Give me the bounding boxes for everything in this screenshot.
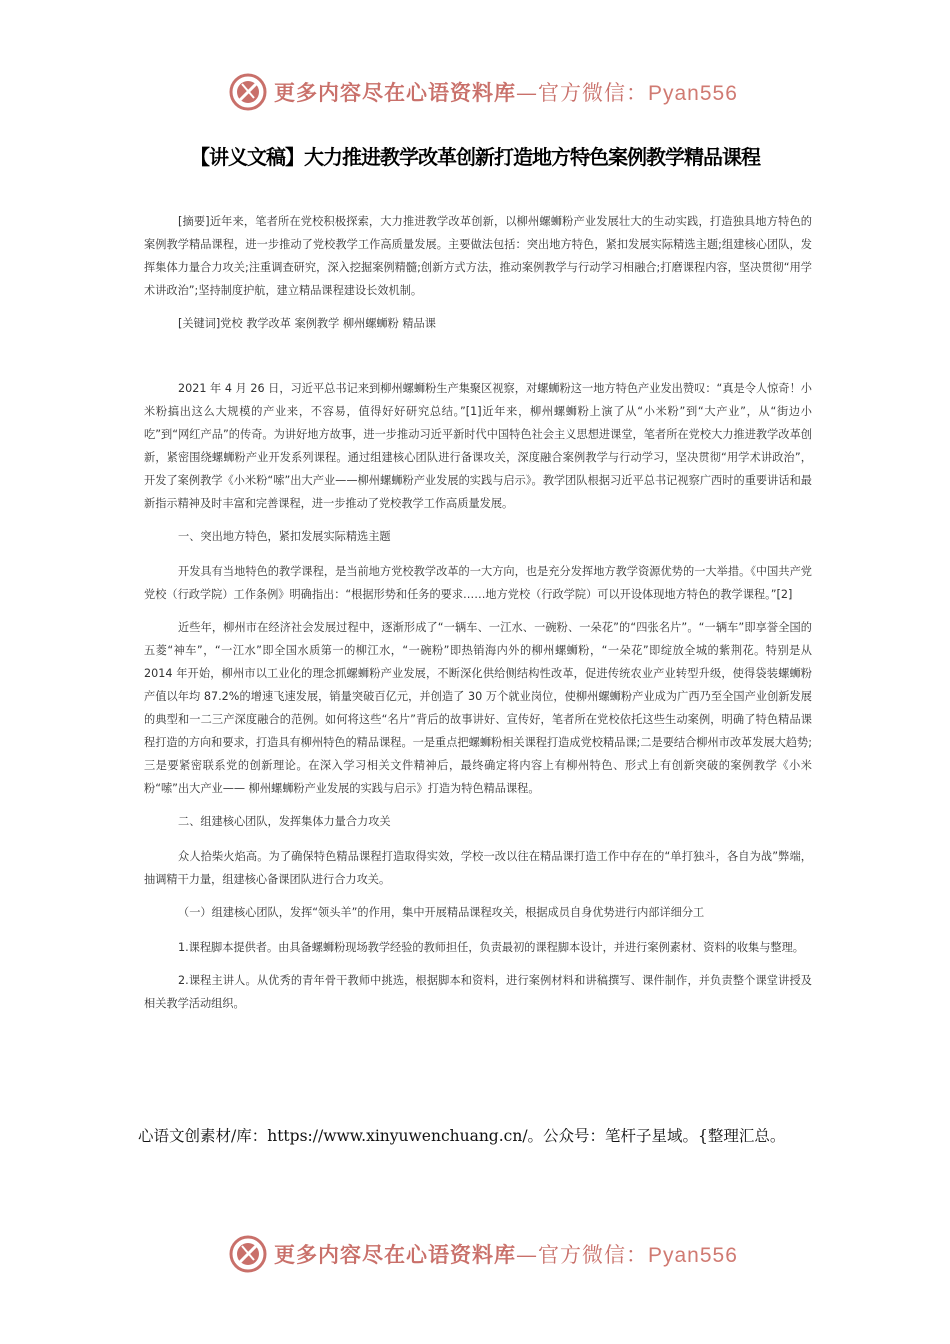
banner-id: Pyan556	[648, 82, 738, 105]
logo-icon	[228, 72, 268, 112]
body-paragraph: 近些年，柳州市在经济社会发展过程中，逐渐形成了“一辆车、一江水、一碗粉、一朵花”的“四张名片”。“一辆车”即享誉全国的五菱“神车”，“一江水”即全国水质第一的柳江水，“一碗粉”即热销海内外的柳州螺蛳粉，“一朵花”即绽放全城的紫荆花。特别是从 2014 年开始，柳州市以工业化的理念抓螺蛳粉产业发展，不断深化供给侧结构性改革，促进传统农业产业转型升级，使得袋装螺蛳粉产值以年均 87.2%的增速飞速发展，销量突破百亿元，并创造了 30 万个就业岗位，使柳州螺蛳粉产业成为广西乃至全国产业创新发展的典型和一二三产深度融合的范例。如何将这些“名片”背后的故事讲好、宣传好，笔者所在党校依托这些生动案例，明确了特色精品课程打造的方向和要求，打造具有柳州特色的精品课程。一是重点把螺蛳粉相关课程打造成党校精品课;二是要结合柳州市改革发展大趋势;三是要紧密联系党的创新理论。在深入学习相关文件精神后，最终确定将内容上有柳州特色、形式上有创新突破的案例教学《小米粉“嗦”出大产业—— 柳州螺蛳粉产业发展的实践与启示》打造为特色精品课程。	[144, 621, 812, 795]
header-banner	[228, 70, 748, 114]
section-heading: 二、组建核心团队，发挥集体力量合力攻关	[178, 815, 391, 828]
section-heading: 一、突出地方特色，紧扣发展实际精选主题	[178, 530, 391, 543]
banner-wechat: 官方微信：	[538, 1243, 648, 1267]
list-item: 1.课程脚本提供者。由具备螺蛳粉现场教学经验的教师担任，负责最初的课程脚本设计，并进行案例素材、资料的收集与整理。	[178, 941, 804, 954]
body-paragraph: 开发具有当地特色的教学课程，是当前地方党校教学改革的一大方向，也是充分发挥地方教学资源优势的一大举措。《中国共产党党校（行政学院）工作条例》明确指出：“根据形势和任务的要求……地方党校（行政学院）可以开设体现地方特色的教学课程。”[2]	[144, 565, 812, 601]
banner-wechat: 官方微信：	[538, 81, 648, 105]
document-title: 【讲义文稿】大力推进教学改革创新打造地方特色案例教学精品课程	[190, 145, 760, 169]
banner-text	[274, 1239, 738, 1269]
source-note: 心语文创素材/库：https://www.xinyuwenchuang.cn/。公众号：笔杆子星域。{整理汇总。	[138, 1127, 786, 1145]
logo-icon	[228, 1234, 268, 1274]
keywords-paragraph: [关键词]党校 教学改革 案例教学 柳州螺蛳粉 精品课	[178, 317, 436, 330]
banner-main: 更多内容尽在心语资料库	[274, 80, 516, 105]
document-body	[144, 210, 812, 1025]
footer-banner	[228, 1232, 748, 1276]
subsection-heading: （一）组建核心团队，发挥“领头羊”的作用，集中开展精品课程攻关，根据成员自身优势进行内部详细分工	[178, 906, 705, 919]
list-item: 2.课程主讲人。从优秀的青年骨干教师中挑选，根据脚本和资料，进行案例材料和讲稿撰写、课件制作，并负责整个课堂讲授及相关教学活动组织。	[144, 974, 812, 1010]
banner-dash: —	[516, 1243, 538, 1267]
body-paragraph: 众人拾柴火焰高。为了确保特色精品课程打造取得实效，学校一改以往在精品课打造工作中存在的“单打独斗，各自为战”弊端，抽调精干力量，组建核心备课团队进行合力攻关。	[144, 850, 812, 886]
banner-id: Pyan556	[648, 1244, 738, 1267]
abstract-paragraph: [摘要]近年来，笔者所在党校积极探索，大力推进教学改革创新，以柳州螺蛳粉产业发展壮大的生动实践，打造独具地方特色的案例教学精品课程，进一步推动了党校教学工作高质量发展。主要做法包括：突出地方特色，紧扣发展实际精选主题;组建核心团队，发挥集体力量合力攻关;注重调查研究，深入挖掘案例精髓;创新方式方法，推动案例教学与行动学习相融合;打磨课程内容，坚决贯彻“用学术讲政治”;坚持制度护航，建立精品课程建设长效机制。	[144, 215, 812, 297]
banner-main: 更多内容尽在心语资料库	[274, 1242, 516, 1267]
banner-text	[274, 77, 738, 107]
body-paragraph: 2021 年 4 月 26 日，习近平总书记来到柳州螺蛳粉生产集聚区视察，对螺蛳粉这一地方特色产业发出赞叹：“真是令人惊奇！小米粉搞出这么大规模的产业来，不容易，值得好好研究总结。”[1]近年来，柳州螺蛳粉上演了从“小米粉”到“大产业”，从“街边小吃”到“网红产品”的传奇。为讲好地方故事，进一步推动习近平新时代中国特色社会主义思想进课堂，笔者所在党校大力推进教学改革创新，紧密围绕螺蛳粉产业开发系列课程。通过组建核心团队进行备课攻关，深度融合案例教学与行动学习，坚决贯彻“用学术讲政治”，开发了案例教学《小米粉“嗦”出大产业——柳州螺蛳粉产业发展的实践与启示》。教学团队根据习近平总书记视察广西时的重要讲话和最新指示精神及时丰富和完善课程，进一步推动了党校教学工作高质量发展。	[144, 382, 812, 510]
banner-dash: —	[516, 81, 538, 105]
